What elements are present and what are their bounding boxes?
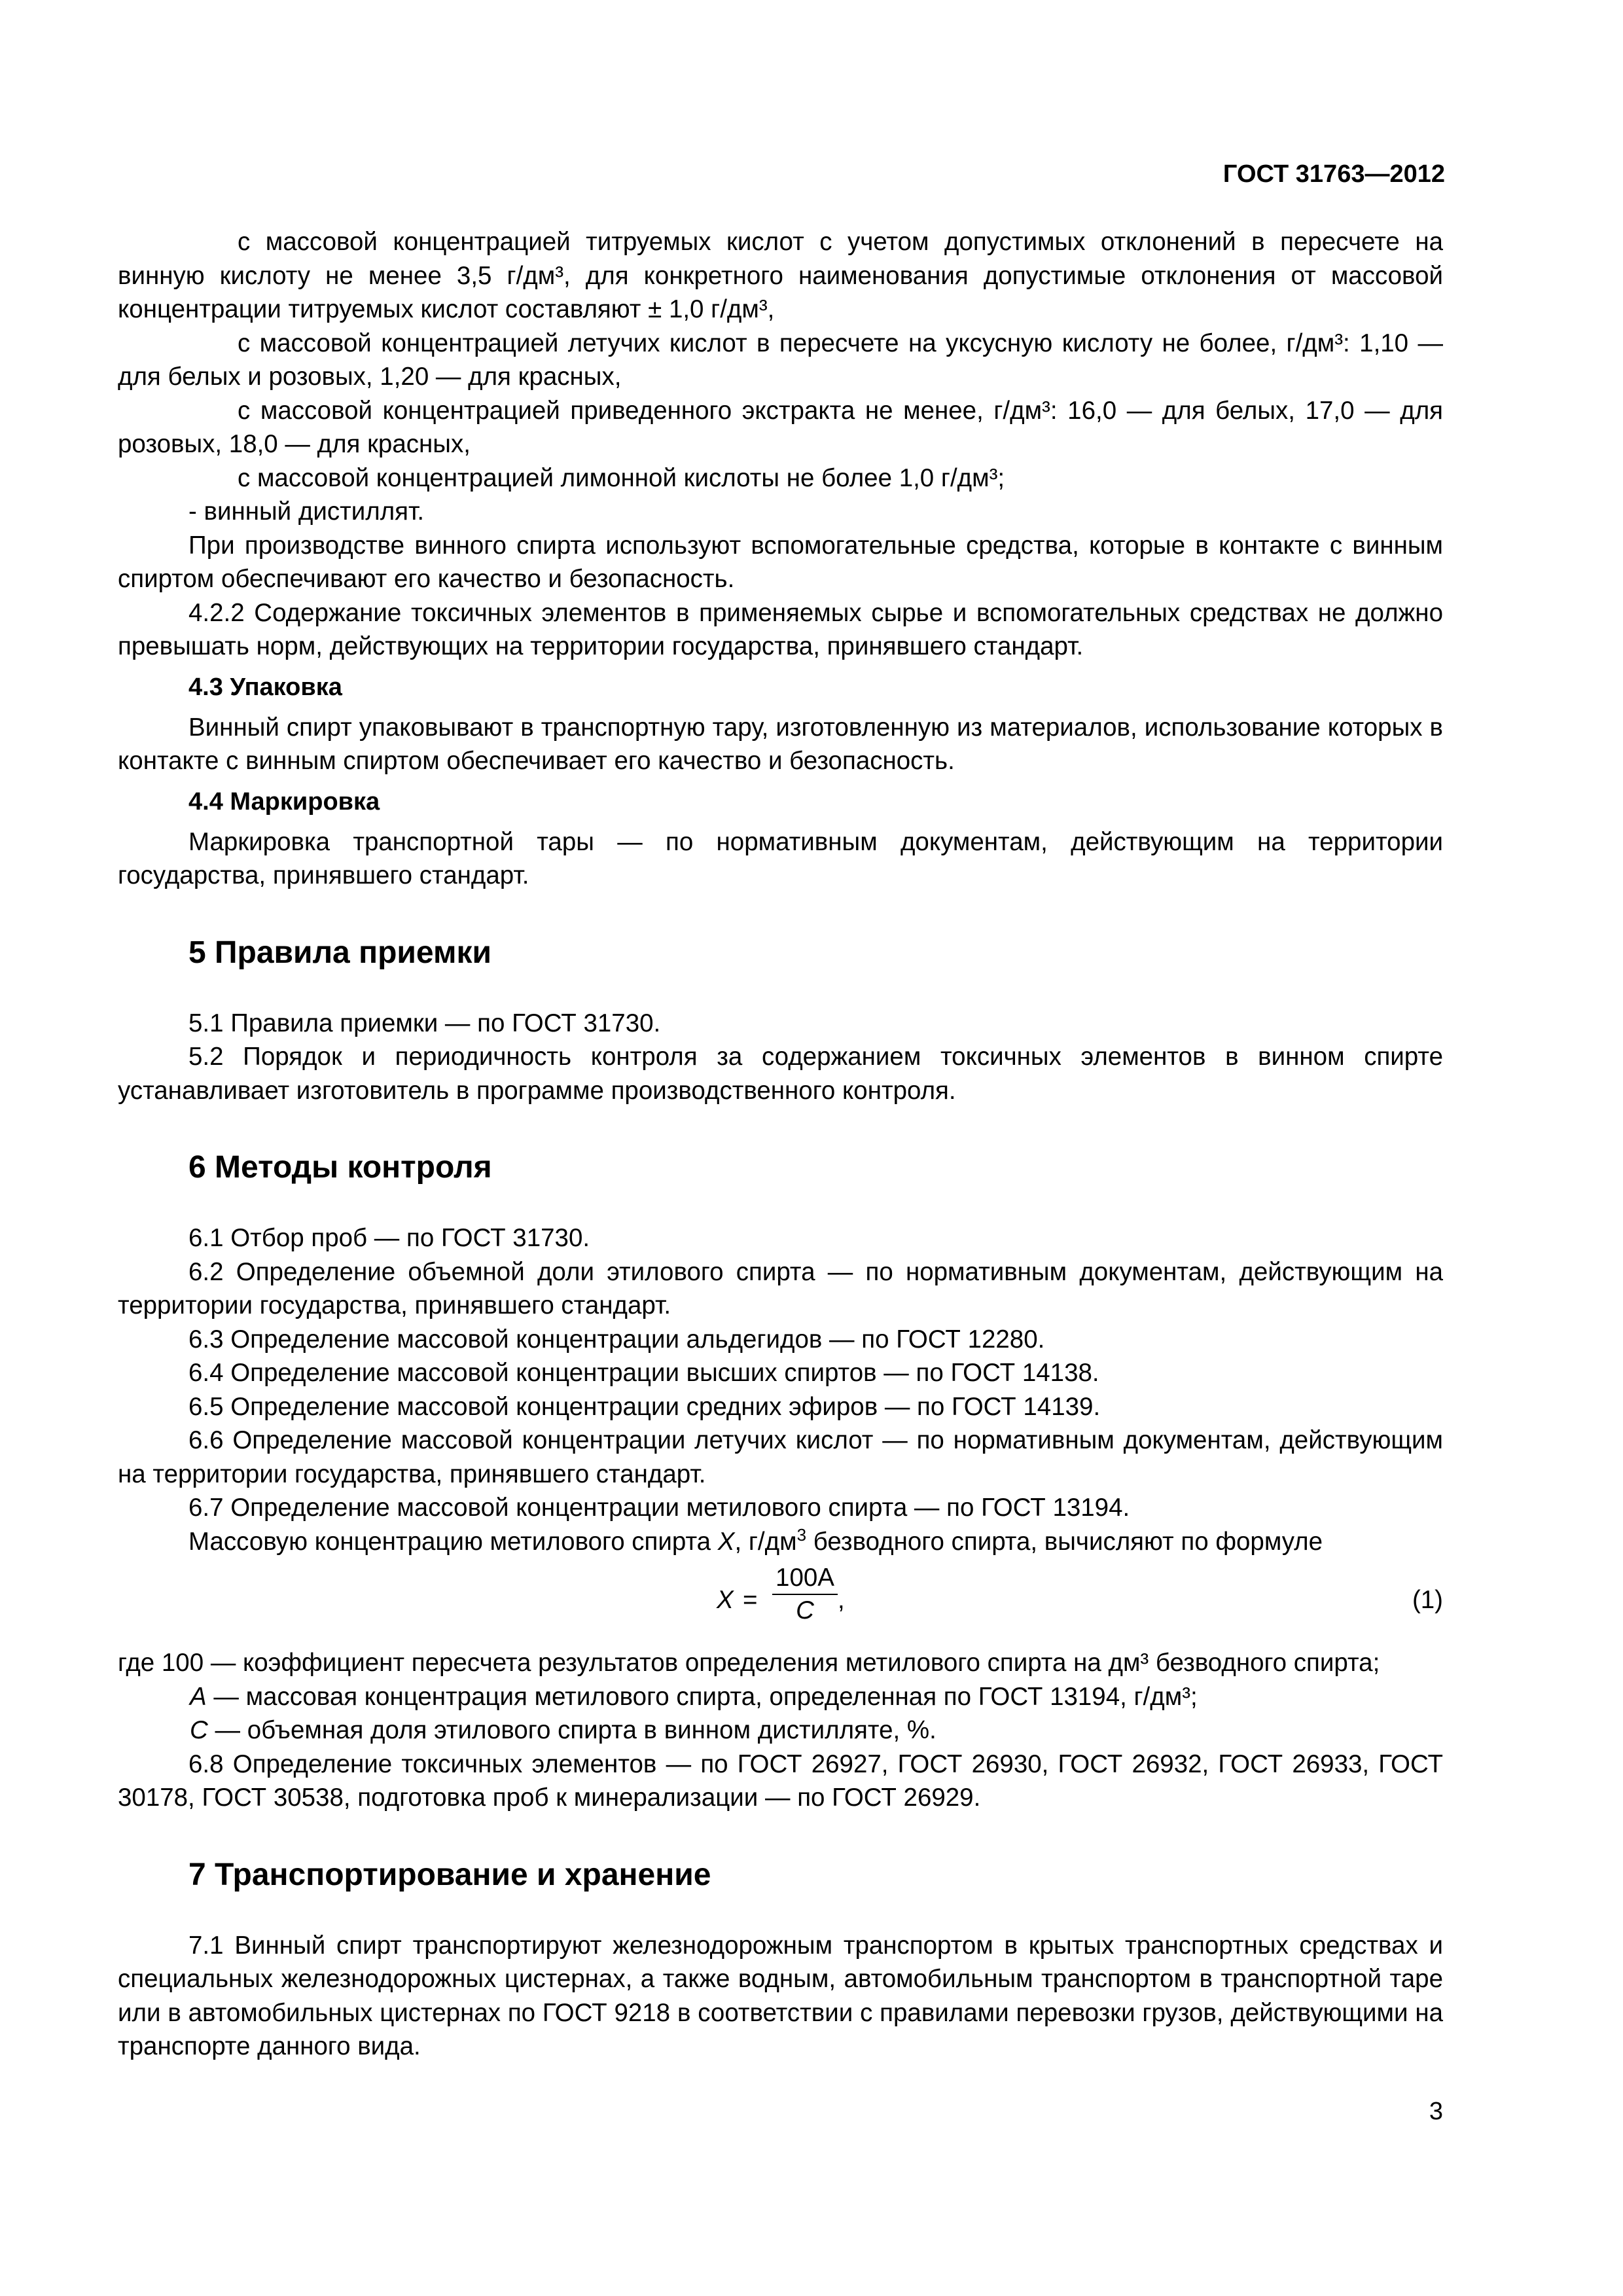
formula-lhs: X (717, 1586, 734, 1614)
paragraph-packaging: Винный спирт упаковывают в транспортную тару, изготовленную из материалов, использование которых в контакте с винным спиртом обеспечивает его качество и безопасность. (118, 713, 1443, 775)
paragraph-titratable-acids: с массовой концентрацией титруемых кислот с учетом допустимых отклонений в пересчете на винную кислоту не менее 3,5 г/дм³, для конкретного наименования допустимые отклонения от массовой концентрации титруемых кислот составляют ± 1,0 г/дм³, (118, 228, 1443, 323)
formula-equals: = (743, 1586, 758, 1614)
paragraph-volatile-acids: с массовой концентрацией летучих кислот в пересчете на уксусную кислоту не более, г/дм³: 1,10 — для белых и розовых, 1,20 — для красных, (118, 329, 1443, 391)
formula-number: (1) (1412, 1586, 1443, 1614)
variable-x: X (717, 1527, 735, 1556)
document-header: ГОСТ 31763—2012 (1222, 160, 1445, 188)
paragraph-6-5: 6.5 Определение массовой концентрации средних эфиров — по ГОСТ 14139. (188, 1392, 1101, 1421)
paragraph-6-3: 6.3 Определение массовой концентрации альдегидов — по ГОСТ 12280. (188, 1325, 1045, 1354)
paragraph-6-7: 6.7 Определение массовой концентрации метилового спирта — по ГОСТ 13194. (188, 1494, 1130, 1522)
page-number: 3 (1429, 2098, 1443, 2125)
paragraph-5-1: 5.1 Правила приемки — по ГОСТ 31730. (188, 1009, 661, 1037)
definition-a: A — массовая концентрация метилового спирта, определенная по ГОСТ 13194, г/дм³; (190, 1682, 1198, 1711)
definition-100: где 100 — коэффициент пересчета результатов определения метилового спирта на дм³ безводного спирта; (118, 1649, 1380, 1677)
paragraph-7-1: 7.1 Винный спирт транспортируют железнодорожным транспортом в крытых транспортных средствах и специальных железнодорожных цистернах, а также водным, автомобильным транспортом в транспортной таре или в автомобильных цистернах по ГОСТ 9218 в соответствии с правилами перевозки грузов, действующими на транспорте данного вида. (118, 1931, 1443, 2060)
paragraph-6-2: 6.2 Определение объемной доли этилового спирта — по нормативным документам, действующим на территории государства, принявшего стандарт. (118, 1257, 1443, 1319)
document-body (118, 225, 1443, 2064)
paragraph-citric-acid: с массовой концентрацией лимонной кислоты не более 1,0 г/дм³; (238, 463, 1005, 492)
paragraph-6-6: 6.6 Определение массовой концентрации летучих кислот — по нормативным документам, действующим на территории государства, принявшего стандарт. (118, 1426, 1443, 1488)
section-heading-4-3: 4.3 Упаковка (188, 673, 342, 701)
paragraph-6-8: 6.8 Определение токсичных элементов — по ГОСТ 26927, ГОСТ 26930, ГОСТ 26932, ГОСТ 26933, ГОСТ 30178, ГОСТ 30538, подготовка проб к минерализации — по ГОСТ 26929. (118, 1749, 1443, 1812)
paragraph-reduced-extract: с массовой концентрацией приведенного экстракта не менее, г/дм³: 16,0 — для белых, 17,0 — для розовых, 18,0 — для красных, (118, 396, 1443, 458)
paragraph-6-4: 6.4 Определение массовой концентрации высших спиртов — по ГОСТ 14138. (188, 1359, 1099, 1387)
paragraph-5-2: 5.2 Порядок и периодичность контроля за содержанием токсичных элементов в винном спирте устанавливает изготовитель в программе производственного контроля. (118, 1043, 1443, 1105)
section-heading-5: 5 Правила приемки (188, 935, 492, 970)
definition-c: C — объемная доля этилового спирта в винном дистилляте, %. (190, 1716, 936, 1744)
fraction-bar (772, 1594, 838, 1595)
paragraph-wine-distillate: - винный дистиллят. (188, 497, 425, 526)
paragraph-formula-intro: Массовую концентрацию метилового спирта X, $г/дм^3$ безводного спирта, вычисляют по формуле (188, 1524, 1323, 1556)
formula-comma: , (838, 1586, 845, 1614)
paragraph-4-2-2: 4.2.2 Содержание токсичных элементов в применяемых сырье и вспомогательных средствах не должно превышать норм, действующих на территории государства, принявшего стандарт. (118, 598, 1443, 660)
paragraph-auxiliary-means: При производстве винного спирта используют вспомогательные средства, которые в контакте с винным спиртом обеспечивают его качество и безопасность. (118, 531, 1443, 593)
section-heading-4-4: 4.4 Маркировка (188, 787, 380, 816)
paragraph-6-1: 6.1 Отбор проб — по ГОСТ 31730. (188, 1224, 590, 1252)
section-heading-6: 6 Методы контроля (188, 1150, 492, 1185)
section-heading-7: 7 Транспортирование и хранение (188, 1857, 711, 1892)
formula-numerator: 100A (776, 1564, 834, 1592)
formula-denominator: C (796, 1596, 814, 1624)
formula-fraction (772, 1564, 838, 1625)
formula-1 (118, 1564, 1443, 1634)
paragraph-marking: Маркировка транспортной тары — по нормативным документам, действующим на территории государства, принявшего стандарт. (118, 827, 1443, 889)
